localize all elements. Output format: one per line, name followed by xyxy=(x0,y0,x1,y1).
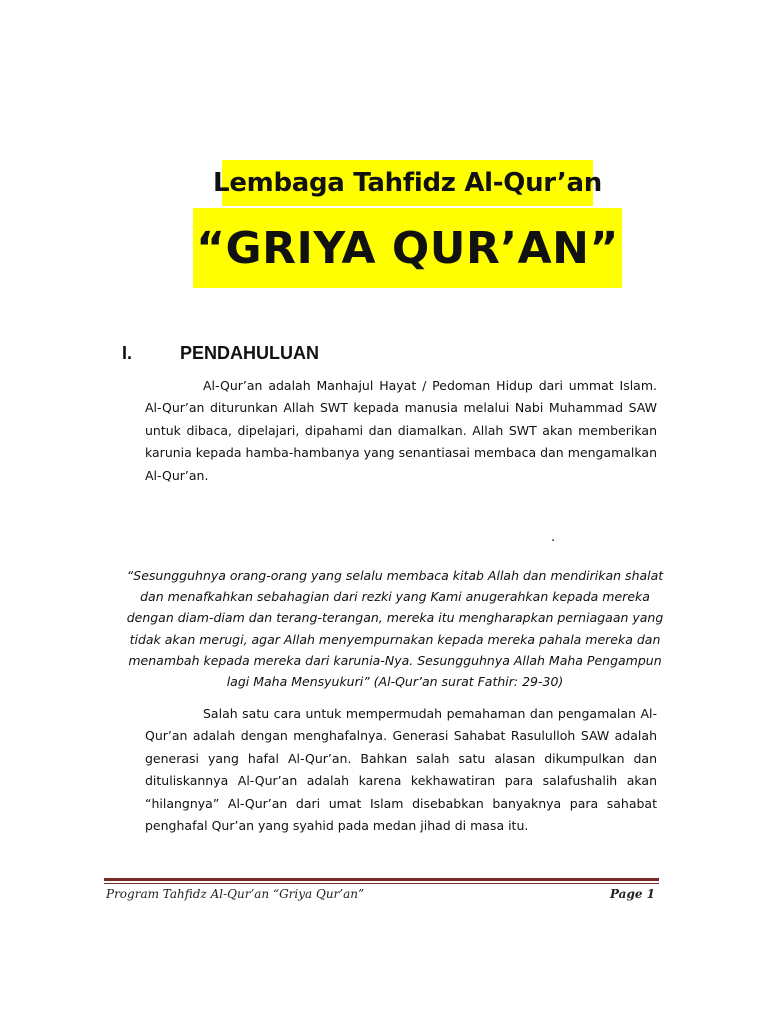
quote-line-6: lagi Maha Mensyukuri” (Al-Qur’an surat Fathir: 29-30) xyxy=(226,674,564,690)
section-title: PENDAHULUAN xyxy=(180,343,319,363)
section-heading xyxy=(122,343,319,364)
quote-line-2: dan menafkahkan sebahagian dari rezki yang Kami anugerahkan kepada mereka xyxy=(140,589,650,605)
footer-page-number: Page 1 xyxy=(609,887,655,901)
quote-line-1: “Sesungguhnya orang-orang yang selalu membaca kitab Allah dan mendirikan shalat xyxy=(126,568,664,583)
section-number: I. xyxy=(122,343,133,363)
stray-dot: . xyxy=(551,530,556,545)
title-highlight-box-1 xyxy=(213,160,602,206)
quote-line-5: menambah kepada mereka dari karunia-Nya. Sesungguhnya Allah Maha Pengampun xyxy=(128,652,662,668)
quote-line-4: tidak akan merugi, agar Allah menyempurnakan kepada mereka pahala mereka dan xyxy=(129,631,661,647)
quote-line-3: dengan diam-diam dan terang-terangan, mereka itu mengharapkan perniagaan yang xyxy=(126,610,664,626)
footer-program-name: Program Tahfidz Al-Qur’an “Griya Qur’an” xyxy=(106,887,365,901)
second-paragraph xyxy=(145,703,657,837)
footer-rule-thick xyxy=(104,878,659,881)
second-paragraph-text: Salah satu cara untuk mempermudah pemahaman dan pengamalan Al-Qur’an adalah dengan menghafalnya. Generasi Sahabat Rasululloh SAW adalah generasi yang hafal Al-Qur’an. Bahkan salah satu alasan dikumpulkan dan dituliskannya Al-Qur’an adalah karena kekhawatiran para salafushalih akan “hilangnya” Al-Qur’an dari umat Islam disebabkan banyaknya para sahabat penghafal Qur’an yang syahid pada medan jihad di masa itu. xyxy=(145,706,657,834)
document-title-line-2: “GRIYA QUR’AN” xyxy=(196,222,619,274)
footer-rule-thin xyxy=(104,883,659,884)
intro-paragraph xyxy=(145,375,657,487)
quran-quote xyxy=(125,565,665,692)
document-title-line-1: Lembaga Tahfidz Al-Qur’an xyxy=(213,168,602,198)
intro-paragraph-text: Al-Qur’an adalah Manhajul Hayat / Pedoman Hidup dari ummat Islam. Al-Qur’an diturunkan Allah SWT kepada manusia melalui Nabi Muhammad SAW untuk dibaca, dipelajari, dipahami dan diamalkan. Allah SWT akan memberikan karunia kepada hamba-hambanya yang senantiasai membaca dan mengamalkan Al-Qur’an. xyxy=(145,378,657,483)
title-highlight-box-2 xyxy=(193,208,622,288)
